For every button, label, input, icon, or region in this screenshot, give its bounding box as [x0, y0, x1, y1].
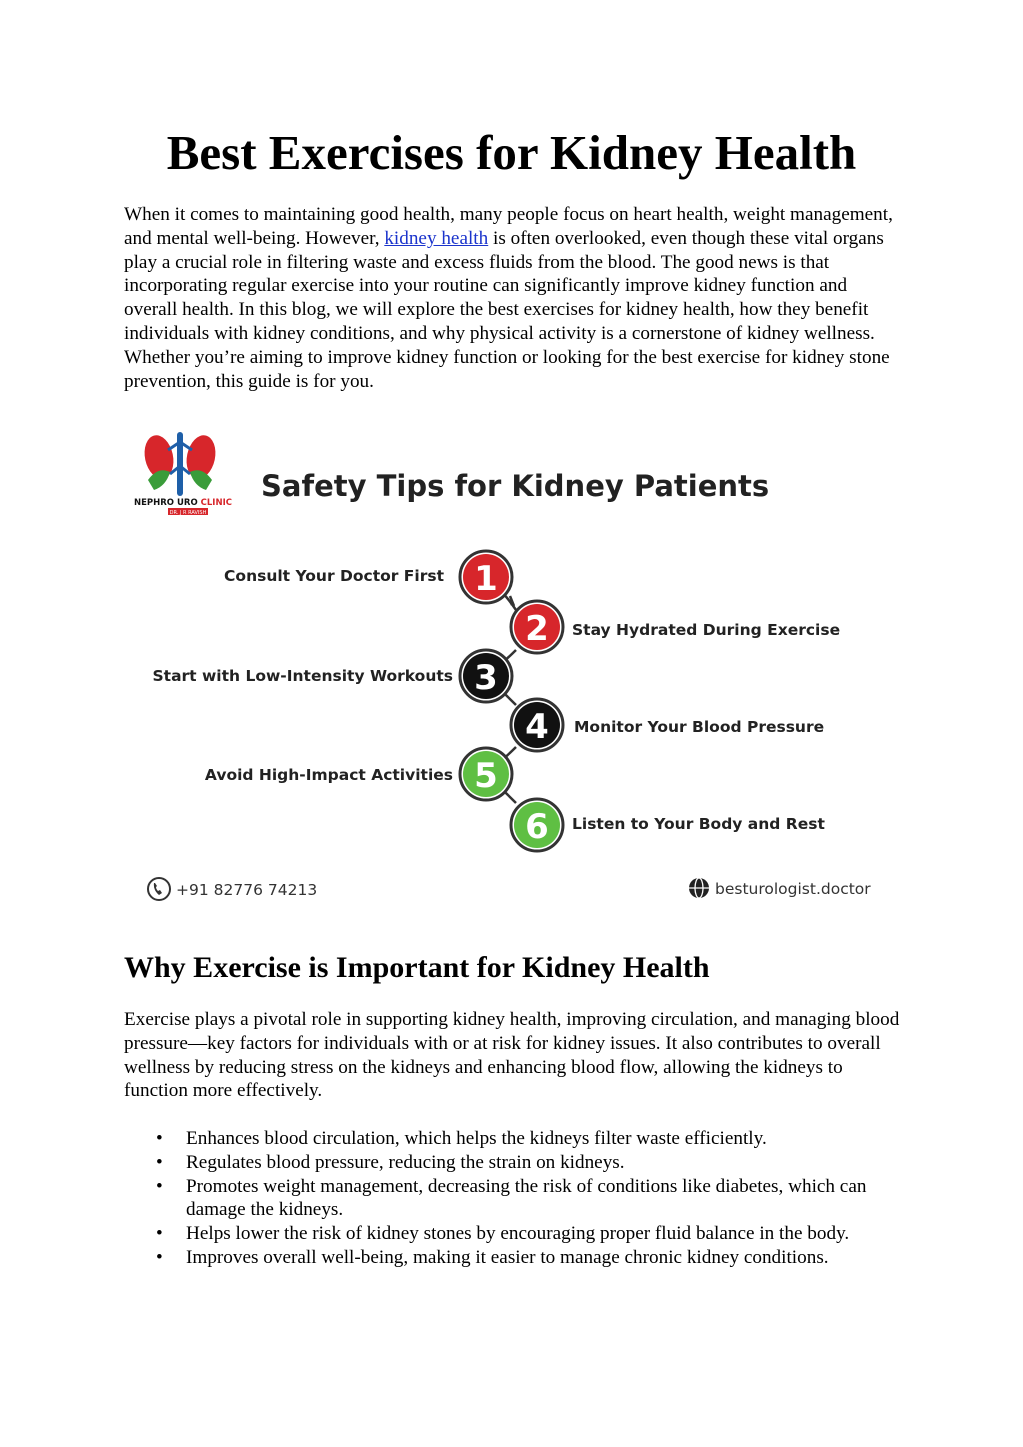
- list-item-text: Improves overall well-being, making it easier to manage chronic kidney conditions.: [186, 1246, 829, 1268]
- list-item: [124, 1246, 904, 1270]
- list-item-text: Helps lower the risk of kidney stones by encouraging proper fluid balance in the body.: [186, 1223, 850, 1245]
- infographic-heading: Safety Tips for Kidney Patients: [261, 469, 770, 503]
- tip-3-label: Start with Low-Intensity Workouts: [152, 667, 453, 685]
- list-item-text: Promotes weight management, decreasing the risk of conditions like diabetes, which can damage the kidneys.: [186, 1175, 867, 1221]
- bullet-icon: •: [156, 1223, 163, 1245]
- bullet-icon: •: [156, 1246, 163, 1268]
- list-item: [124, 1151, 904, 1175]
- section-heading: Why Exercise is Important for Kidney Health: [124, 951, 710, 984]
- section-paragraph: Exercise plays a pivotal role in supporting kidney health, improving circulation, and managing blood pressure—key factors for individuals with or at risk for kidney issues. It also contributes to overall wellness by reducing stress on the kidneys and enhancing blood flow, allowing the kidneys to function more effectively.: [124, 1009, 900, 1102]
- bullet-icon: •: [156, 1151, 163, 1173]
- benefits-list: [124, 1127, 904, 1270]
- phone-number: +91 82776 74213: [176, 881, 318, 899]
- list-item: [124, 1175, 904, 1223]
- intro-text-end: is often overlooked, even though these vital organs play a crucial role in filtering waste and excess fluids from the blood. The good news is that incorporating regular exercise into your routine can significantly improve kidney function and overall health. In this blog, we will explore the best exercises for kidney health, how they benefit individuals with kidney conditions, and why physical activity is a cornerstone of kidney wellness. Whether you’re aiming to improve kidney function or looking for the best exercise for kidney stone prevention, this guide is for you.: [124, 227, 890, 392]
- tip-6: [511, 799, 825, 851]
- tip-5: [205, 748, 512, 800]
- logo-name-part1: NEPHRO URO: [134, 498, 201, 508]
- tip-3-number: 3: [474, 658, 498, 698]
- tip-2-label: Stay Hydrated During Exercise: [572, 621, 841, 639]
- bullet-icon: •: [156, 1175, 163, 1197]
- globe-icon: [689, 878, 709, 898]
- page-title: Best Exercises for Kidney Health: [166, 125, 857, 180]
- logo-name-part2: CLINIC: [200, 498, 232, 508]
- kidney-health-link[interactable]: kidney health: [384, 227, 489, 249]
- tip-6-label: Listen to Your Body and Rest: [572, 815, 825, 833]
- tip-2: [511, 601, 840, 653]
- tip-4: [511, 699, 824, 751]
- phone-icon: [148, 878, 170, 900]
- list-item-text: Regulates blood pressure, reducing the strain on kidneys.: [186, 1151, 625, 1173]
- tip-6-number: 6: [525, 807, 549, 847]
- infographic-svg: [124, 420, 899, 922]
- phone-contact: [148, 878, 317, 900]
- website-url: besturologist.doctor: [715, 880, 871, 898]
- clinic-logo: [134, 432, 232, 516]
- list-item: [124, 1127, 904, 1151]
- list-item: [124, 1222, 904, 1246]
- tip-4-number: 4: [525, 707, 549, 747]
- intro-paragraph: [124, 203, 904, 393]
- tip-1-number: 1: [474, 559, 498, 599]
- tip-3: [153, 650, 513, 702]
- tip-4-label: Monitor Your Blood Pressure: [574, 718, 825, 736]
- kidney-logo-icon: [141, 432, 220, 496]
- tip-1: [224, 551, 512, 603]
- intro-text-start: When it comes to maintaining good health, many people focus on heart health, weight management, and mental well-being. However,: [124, 204, 893, 249]
- svg-text:NEPHRO URO CLINIC: [134, 498, 232, 508]
- bullet-icon: •: [156, 1128, 163, 1149]
- tip-1-label: Consult Your Doctor First: [224, 567, 444, 585]
- logo-doctor-name: DR. J R RAVISH: [169, 510, 207, 516]
- tip-2-number: 2: [525, 609, 549, 649]
- tip-5-label: Avoid High-Impact Activities: [204, 766, 453, 784]
- list-item-text: Enhances blood circulation, which helps the kidneys filter waste efficiently.: [186, 1128, 767, 1149]
- tip-5-number: 5: [474, 756, 498, 796]
- website-contact: [689, 878, 871, 898]
- safety-tips-infographic: [124, 420, 899, 922]
